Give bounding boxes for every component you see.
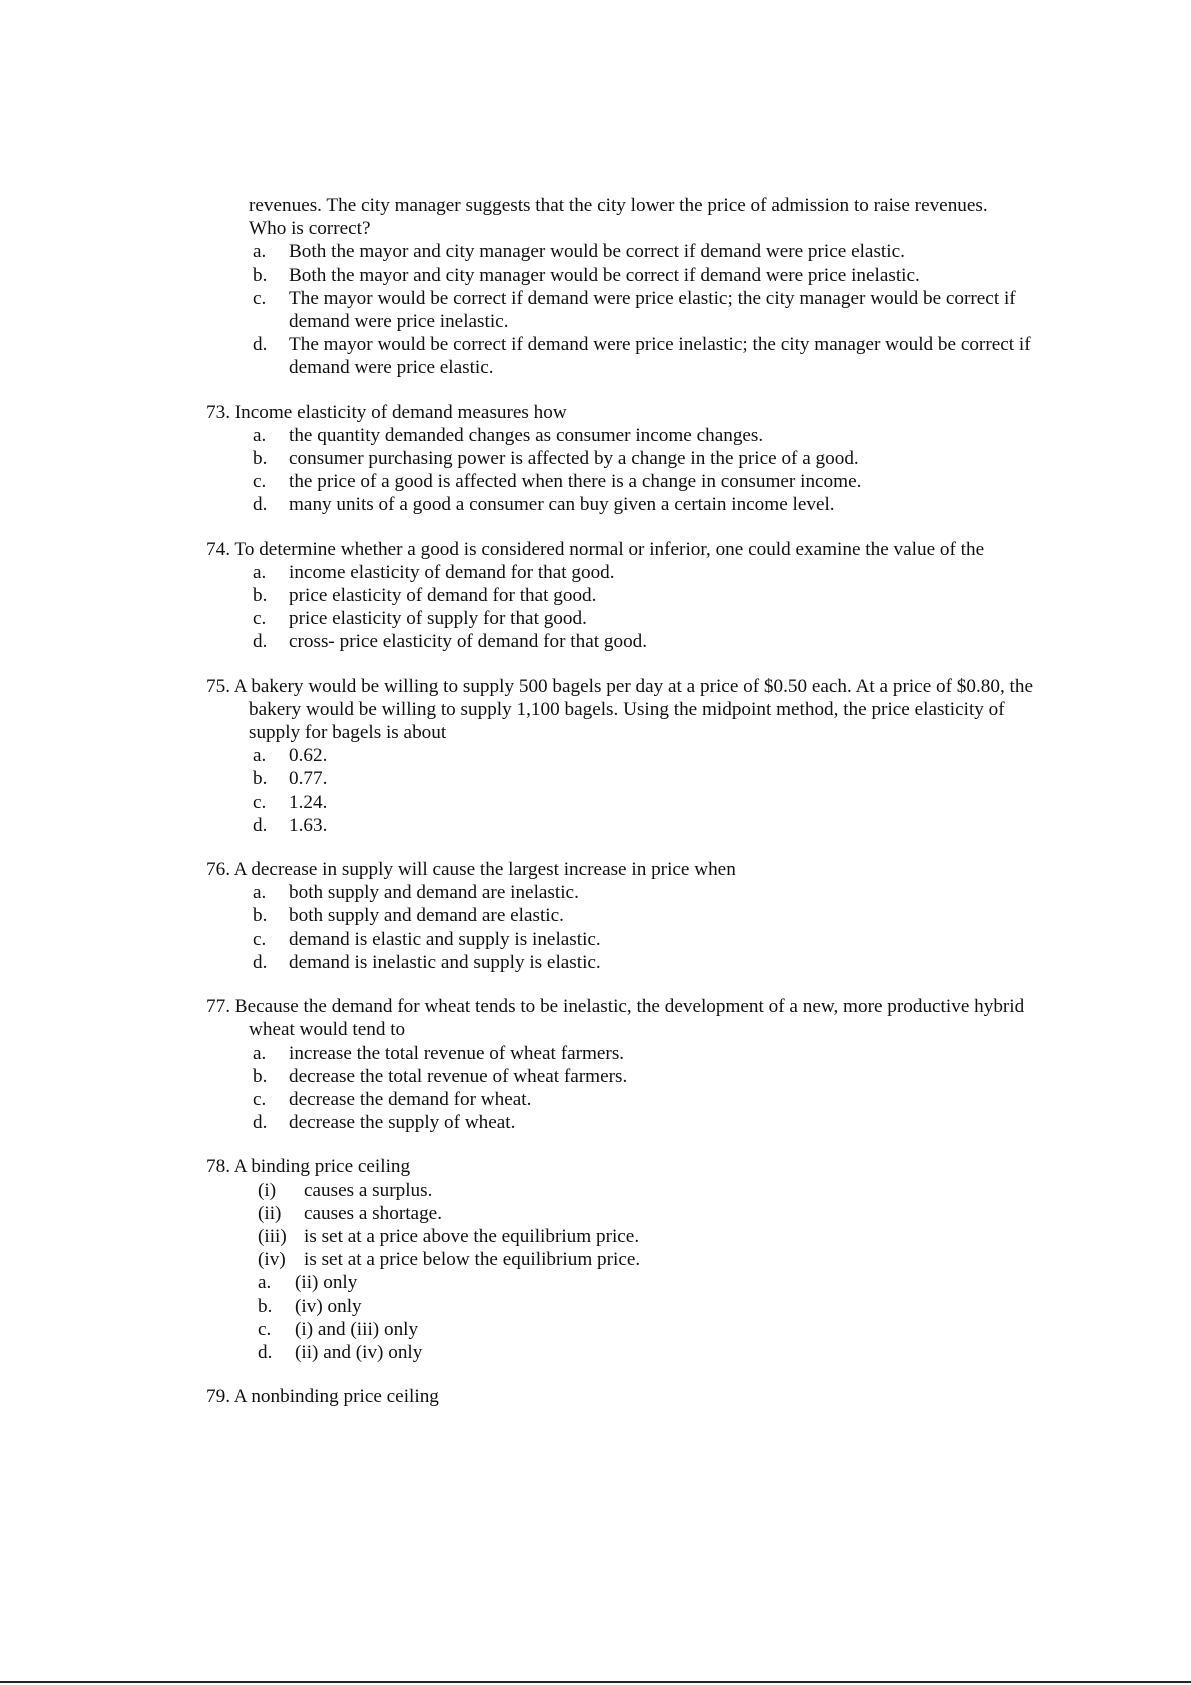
option-a: a. (ii) only — [258, 1272, 358, 1294]
option-a: a. both supply and demand are inelastic. — [253, 882, 579, 904]
question-72 — [206, 194, 1036, 380]
question-72-stem-line-1: revenues. The city manager suggests that the city lower the price of admission to raise revenues. — [249, 195, 988, 216]
statement-iii: (iii) is set at a price above the equilibrium price. — [258, 1225, 640, 1247]
question-78-options — [206, 1271, 1036, 1364]
question-79 — [206, 1385, 1036, 1408]
option-a: a. income elasticity of demand for that good. — [253, 561, 615, 583]
page-bottom-rule — [0, 1681, 1191, 1683]
question-74-options — [206, 561, 1036, 654]
option-b: b. consumer purchasing power is affected by a change in the price of a good. — [253, 448, 859, 470]
statement-ii: (ii) causes a shortage. — [258, 1202, 442, 1224]
option-d: d. cross- price elasticity of demand for that good. — [253, 631, 648, 653]
option-b: b. decrease the total revenue of wheat farmers. — [253, 1065, 628, 1087]
option-a: a. increase the total revenue of wheat farmers. — [253, 1042, 625, 1064]
option-a: a. the quantity demanded changes as consumer income changes. — [253, 424, 764, 446]
statement-i: (i) causes a surplus. — [258, 1179, 433, 1201]
option-d: d. demand is inelastic and supply is elastic. — [253, 951, 601, 973]
page-content — [206, 194, 1036, 1408]
option-b: b. (iv) only — [258, 1295, 362, 1317]
option-b: b. Both the mayor and city manager would be correct if demand were price inelastic. — [253, 264, 920, 286]
option-d: d. (ii) and (iv) only — [258, 1341, 423, 1363]
question-75-options — [206, 744, 1036, 837]
option-b: b. 0.77. — [253, 768, 328, 790]
question-75 — [206, 675, 1036, 837]
question-76 — [206, 858, 1036, 974]
option-b: b. price elasticity of demand for that good. — [253, 585, 597, 607]
option-d: d. many units of a good a consumer can buy given a certain income level. — [253, 494, 835, 516]
question-78 — [206, 1155, 1036, 1364]
question-78-stem: 78. A binding price ceiling — [206, 1156, 411, 1178]
option-a: a. 0.62. — [253, 745, 328, 767]
question-73-options — [206, 424, 1036, 517]
question-75-stem: 75. A bakery would be willing to supply 500 bagels per day at a price of $0.50 each. At a price of $0.80, the bakery would be willing to supply 1,100 bagels. Using the midpoint method, the price elasticity of supply for bagels is about — [206, 675, 1033, 744]
question-76-stem: 76. A decrease in supply will cause the largest increase in price when — [206, 859, 736, 881]
option-d: d. The mayor would be correct if demand were price inelastic; the city manager would be correct if demand were price elastic. — [253, 334, 1031, 379]
question-77-stem: 77. Because the demand for wheat tends to be inelastic, the development of a new, more productive hybrid wheat would tend to — [206, 996, 1025, 1041]
option-b: b. both supply and demand are elastic. — [253, 905, 564, 927]
question-73-stem: 73. Income elasticity of demand measures how — [206, 401, 567, 423]
question-76-options — [206, 881, 1036, 974]
question-77 — [206, 995, 1036, 1134]
option-c: c. (i) and (iii) only — [258, 1318, 419, 1340]
option-c: c. the price of a good is affected when there is a change in consumer income. — [253, 471, 862, 493]
question-78-statements — [206, 1179, 1036, 1272]
option-c: c. decrease the demand for wheat. — [253, 1088, 532, 1110]
statement-iv: (iv) is set at a price below the equilibrium price. — [258, 1249, 641, 1271]
option-c: c. The mayor would be correct if demand were price elastic; the city manager would be correct if demand were price inelastic. — [253, 287, 1016, 333]
question-72-stem-line-2: Who is correct? — [249, 218, 371, 240]
question-79-stem: 79. A nonbinding price ceiling — [206, 1386, 439, 1408]
option-d: d. 1.63. — [253, 814, 328, 836]
question-72-options — [206, 240, 1036, 379]
question-74 — [206, 538, 1036, 654]
option-a: a. Both the mayor and city manager would be correct if demand were price elastic. — [253, 241, 905, 263]
option-c: c. demand is elastic and supply is inelastic. — [253, 928, 601, 950]
question-77-options — [206, 1042, 1036, 1135]
option-c: c. 1.24. — [253, 791, 328, 813]
question-73 — [206, 401, 1036, 517]
option-d: d. decrease the supply of wheat. — [253, 1112, 516, 1134]
question-74-stem: 74. To determine whether a good is considered normal or inferior, one could examine the value of the — [206, 538, 985, 560]
option-c: c. price elasticity of supply for that good. — [253, 608, 587, 630]
